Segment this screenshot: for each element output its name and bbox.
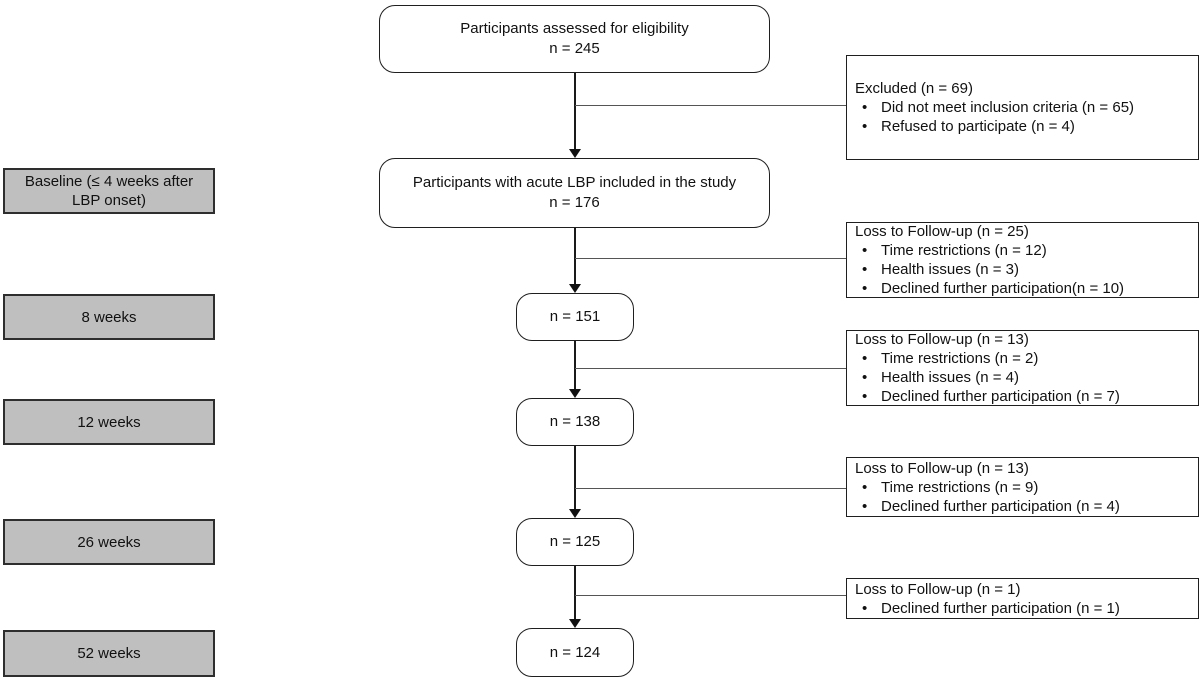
connector-branch-5 [575, 595, 846, 596]
bullet-item: • Time restrictions (n = 9) [855, 478, 1190, 497]
connector-branch-4 [575, 488, 846, 489]
side-box-title: Loss to Follow-up (n = 13) [855, 459, 1029, 477]
bullet-item: • Declined further participation (n = 1) [855, 599, 1190, 618]
side-box-bullets [855, 241, 1190, 298]
flow-box-n: n = 124 [549, 643, 601, 661]
timeline-label-text: 26 weeks [77, 533, 141, 551]
flow-box-8-weeks [516, 293, 634, 341]
side-box-bullets [855, 599, 1190, 618]
flow-box-n: n = 176 [549, 194, 600, 211]
arrow-down-icon [569, 149, 581, 158]
flow-box-label: Participants with acute LBP included in the study [412, 174, 737, 191]
arrow-down-icon [569, 389, 581, 398]
connector-vertical-4 [574, 446, 576, 510]
side-box-loss-followup-1 [846, 222, 1199, 298]
side-box-title: Loss to Follow-up (n = 13) [855, 331, 1029, 348]
flow-box-26-weeks [516, 518, 634, 566]
side-box-loss-followup-4 [846, 578, 1199, 619]
timeline-label-text: 8 weeks [81, 308, 137, 326]
timeline-label-52-weeks [3, 630, 215, 677]
timeline-label-8-weeks [3, 294, 215, 340]
flow-box-n: n = 245 [549, 40, 600, 57]
side-box-bullets [855, 478, 1190, 516]
connector-branch-2 [575, 258, 846, 259]
connector-vertical-2 [574, 228, 576, 286]
bullet-item: • Did not meet inclusion criteria (n = 65) [855, 98, 1190, 117]
timeline-label-text: Baseline (≤ 4 weeks after LBP onset) [24, 173, 194, 209]
arrow-down-icon [569, 284, 581, 293]
side-box-title: Excluded (n = 69) [855, 80, 973, 97]
bullet-item: • Refused to participate (n = 4) [855, 117, 1190, 136]
connector-vertical-1 [574, 73, 576, 151]
side-box-bullets [855, 98, 1190, 136]
side-box-title: Loss to Follow-up (n = 25) [855, 223, 1029, 240]
side-box-loss-followup-3 [846, 457, 1199, 517]
flow-box-included [379, 158, 770, 228]
side-box-title: Loss to Follow-up (n = 1) [855, 580, 1021, 598]
flow-box-12-weeks [516, 398, 634, 446]
side-box-bullets [855, 349, 1190, 406]
timeline-label-26-weeks [3, 519, 215, 565]
flow-box-eligibility [379, 5, 770, 73]
bullet-item: • Health issues (n = 4) [855, 368, 1190, 387]
arrow-down-icon [569, 509, 581, 518]
bullet-item: • Declined further participation (n = 7) [855, 387, 1190, 406]
connector-branch-3 [575, 368, 846, 369]
flow-box-52-weeks [516, 628, 634, 677]
connector-vertical-5 [574, 566, 576, 620]
timeline-label-12-weeks [3, 399, 215, 445]
bullet-item: • Declined further participation(n = 10) [855, 279, 1190, 298]
timeline-label-baseline [3, 168, 215, 214]
connector-branch-1 [575, 105, 846, 106]
flow-box-n: n = 125 [549, 533, 601, 550]
timeline-label-text: 12 weeks [77, 413, 141, 431]
side-box-loss-followup-2 [846, 330, 1199, 406]
bullet-item: • Time restrictions (n = 12) [855, 241, 1190, 260]
flow-box-n: n = 151 [549, 308, 601, 325]
bullet-item: • Health issues (n = 3) [855, 260, 1190, 279]
arrow-down-icon [569, 619, 581, 628]
side-box-excluded [846, 55, 1199, 160]
timeline-label-text: 52 weeks [77, 645, 141, 662]
connector-vertical-3 [574, 341, 576, 391]
flow-box-n: n = 138 [549, 413, 601, 430]
bullet-item: • Time restrictions (n = 2) [855, 349, 1190, 368]
flow-box-label: Participants assessed for eligibility [460, 20, 689, 37]
bullet-item: • Declined further participation (n = 4) [855, 497, 1190, 516]
